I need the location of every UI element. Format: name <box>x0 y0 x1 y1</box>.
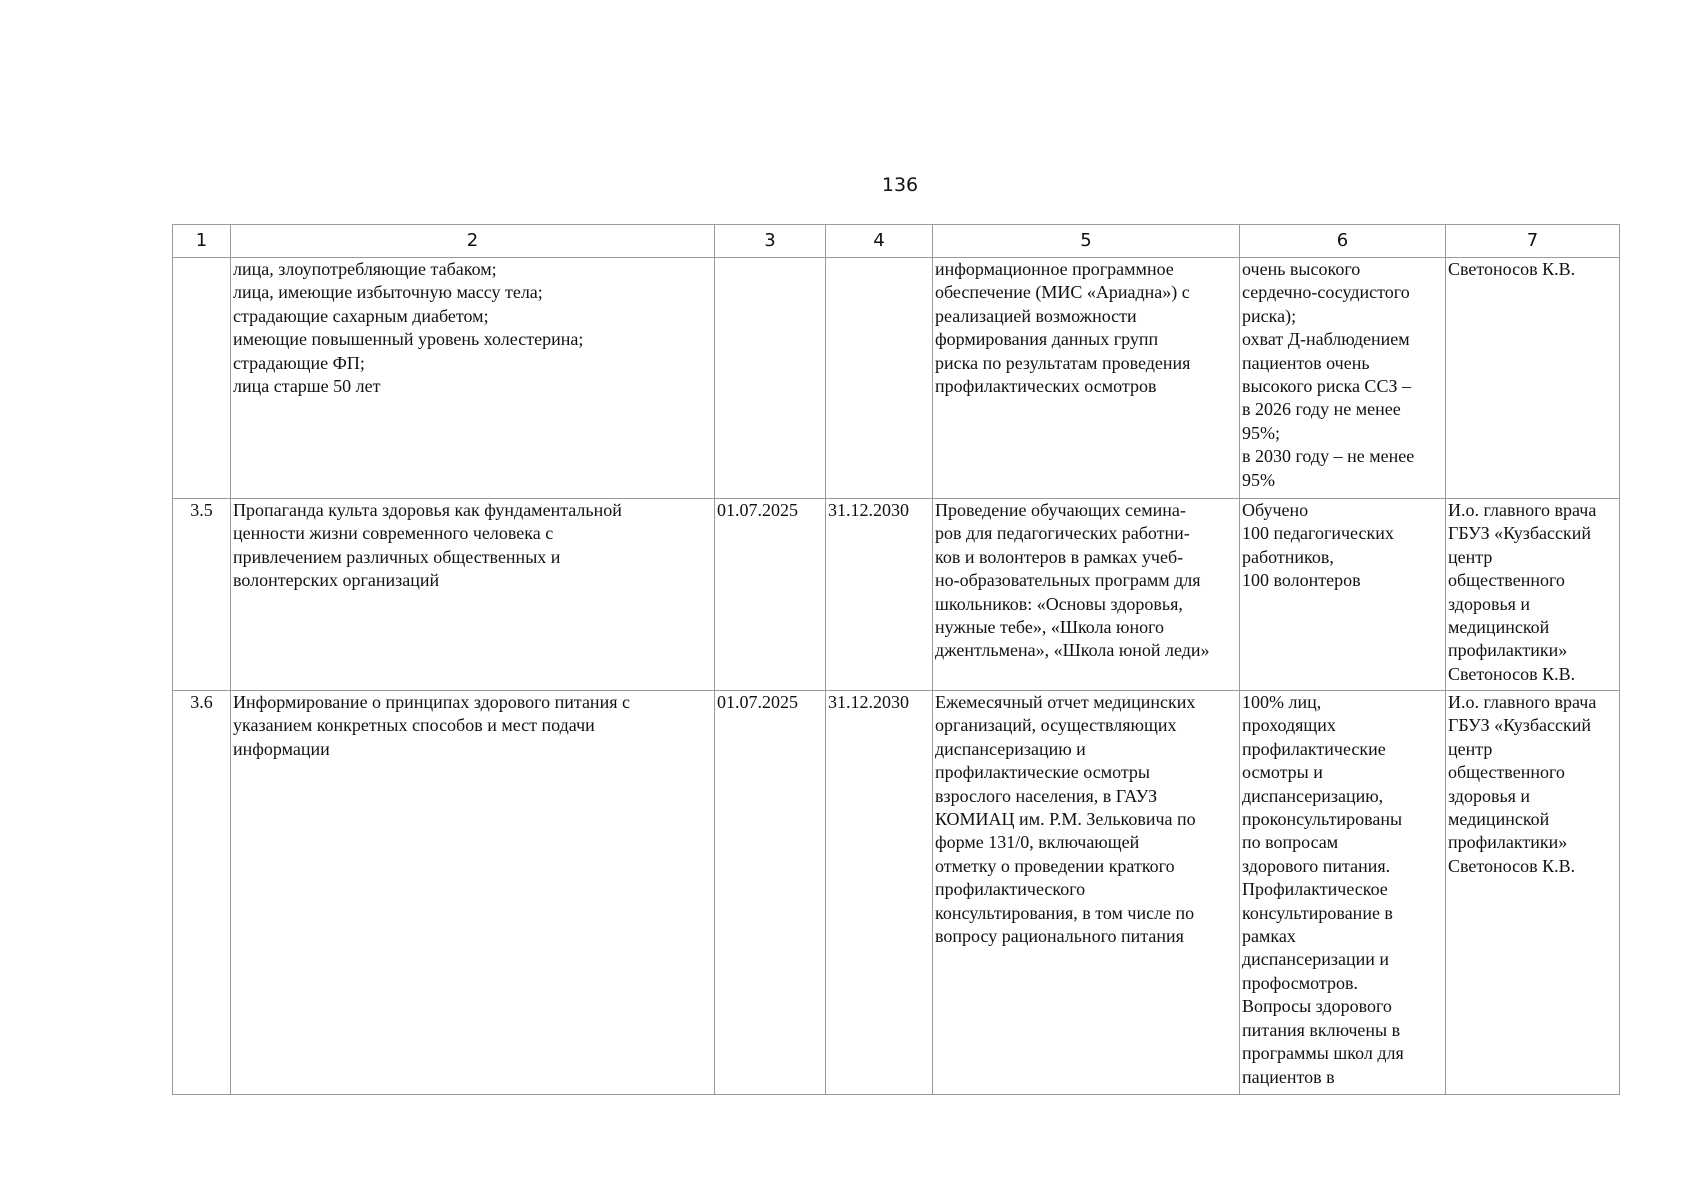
end-date-cell <box>826 258 933 499</box>
result-line: реализацией возможности <box>935 305 1137 326</box>
result-line: Ежемесячный отчет медицинских <box>935 692 1196 712</box>
responsible-line: Светоносов К.В. <box>1448 259 1576 279</box>
indicator-line: 95%; <box>1242 422 1280 443</box>
indicator-line: 100 волонтеров <box>1242 570 1361 591</box>
measure-line: лица, имеющие избыточную массу тела; <box>233 282 543 303</box>
row-number <box>173 258 231 499</box>
indicator-line: программы школ для <box>1242 1043 1404 1064</box>
indicator-line: риска); <box>1242 305 1297 326</box>
start-date-cell: 01.07.2025 <box>715 691 826 1095</box>
result-line: риска по результатам проведения <box>935 352 1191 373</box>
indicator-cell <box>1240 258 1446 499</box>
result-line: профилактического <box>935 879 1086 900</box>
result-line: ков и волонтеров в рамках учеб- <box>935 546 1184 567</box>
table-row <box>173 691 1620 1095</box>
responsible-line: Светоносов К.В. <box>1448 855 1576 876</box>
measure-cell <box>231 258 715 499</box>
indicator-line: диспансеризации и <box>1242 949 1389 970</box>
indicator-line: Вопросы здорового <box>1242 996 1392 1017</box>
measure-line: волонтерских организаций <box>233 570 440 591</box>
responsible-cell <box>1446 258 1620 499</box>
result-line: школьников: «Основы здоровья, <box>935 593 1183 614</box>
measure-line: лица старше 50 лет <box>233 376 381 397</box>
measure-line: информации <box>233 738 330 759</box>
indicator-line: Профилактическое <box>1242 879 1388 900</box>
column-header-4: 4 <box>826 225 933 258</box>
indicator-line: осмотры и <box>1242 762 1323 783</box>
result-line: но-образовательных программ для <box>935 570 1201 591</box>
column-header-6: 6 <box>1240 225 1446 258</box>
result-line: профилактических осмотров <box>935 376 1157 397</box>
table-row <box>173 258 1620 499</box>
indicator-line: пациентов в <box>1242 1066 1335 1087</box>
indicator-line: сердечно-сосудистого <box>1242 282 1410 303</box>
row-number: 3.5 <box>173 499 231 691</box>
responsible-line: общественного <box>1448 570 1565 591</box>
result-line: обеспечение (МИС «Ариадна») с <box>935 282 1190 303</box>
measure-line: страдающие ФП; <box>233 352 365 373</box>
start-date-cell: 01.07.2025 <box>715 499 826 691</box>
responsible-line: медицинской <box>1448 617 1550 638</box>
measure-line: привлечением различных общественных и <box>233 546 561 567</box>
responsible-line: Светоносов К.В. <box>1448 663 1576 684</box>
result-line: отметку о проведении краткого <box>935 855 1175 876</box>
result-cell <box>933 258 1240 499</box>
indicator-cell <box>1240 499 1446 691</box>
column-header-2: 2 <box>231 225 715 258</box>
measure-cell <box>231 691 715 1095</box>
end-date-cell: 31.12.2030 <box>826 499 933 691</box>
responsible-cell <box>1446 691 1620 1095</box>
end-date-cell: 31.12.2030 <box>826 691 933 1095</box>
responsible-line: ГБУЗ «Кузбасский <box>1448 523 1592 544</box>
indicator-line: по вопросам <box>1242 832 1339 853</box>
responsible-cell <box>1446 499 1620 691</box>
plan-table <box>172 224 1620 1095</box>
measure-line: имеющие повышенный уровень холестерина; <box>233 329 584 350</box>
responsible-line: общественного <box>1448 762 1565 783</box>
measure-line: Пропаганда культа здоровья как фундаментальной <box>233 500 622 520</box>
measure-line: лица, злоупотребляющие табаком; <box>233 259 497 279</box>
indicator-line: профосмотров. <box>1242 972 1358 993</box>
indicator-line: работников, <box>1242 546 1334 567</box>
indicator-line: в 2030 году – не менее <box>1242 446 1415 467</box>
indicator-line: питания включены в <box>1242 1019 1401 1040</box>
responsible-line: здоровья и <box>1448 785 1531 806</box>
result-line: форме 131/0, включающей <box>935 832 1140 853</box>
indicator-line: в 2026 году не менее <box>1242 399 1401 420</box>
indicator-line: рамках <box>1242 926 1296 947</box>
row-number: 3.6 <box>173 691 231 1095</box>
result-line: организаций, осуществляющих <box>935 715 1177 736</box>
indicator-line: высокого риска ССЗ – <box>1242 376 1411 397</box>
indicator-line: 100% лиц, <box>1242 692 1322 712</box>
table-header-row <box>173 225 1620 258</box>
result-line: ров для педагогических работни- <box>935 523 1190 544</box>
responsible-line: И.о. главного врача <box>1448 692 1597 712</box>
start-date-cell <box>715 258 826 499</box>
column-header-7: 7 <box>1446 225 1620 258</box>
column-header-5: 5 <box>933 225 1240 258</box>
responsible-line: центр <box>1448 738 1493 759</box>
indicator-line: проходящих <box>1242 715 1336 736</box>
result-line: взрослого населения, в ГАУЗ <box>935 785 1158 806</box>
column-header-3: 3 <box>715 225 826 258</box>
result-line: нужные тебе», «Школа юного <box>935 617 1165 638</box>
measure-line: Информирование о принципах здорового питания с <box>233 692 630 712</box>
responsible-line: здоровья и <box>1448 593 1531 614</box>
result-line: диспансеризацию и <box>935 738 1086 759</box>
indicator-line: профилактические <box>1242 738 1386 759</box>
measure-line: страдающие сахарным диабетом; <box>233 305 489 326</box>
measure-line: ценности жизни современного человека с <box>233 523 554 544</box>
responsible-line: медицинской <box>1448 809 1550 830</box>
indicator-line: пациентов очень <box>1242 352 1370 373</box>
indicator-line: диспансеризацию, <box>1242 785 1384 806</box>
measure-cell <box>231 499 715 691</box>
result-line: консультирования, в том числе по <box>935 902 1195 923</box>
indicator-line: консультирование в <box>1242 902 1393 923</box>
indicator-line: проконсультированы <box>1242 809 1403 830</box>
responsible-line: центр <box>1448 546 1493 567</box>
indicator-line: 100 педагогических <box>1242 523 1394 544</box>
result-line: джентльмена», «Школа юной леди» <box>935 640 1210 661</box>
indicator-line: 95% <box>1242 469 1275 490</box>
result-cell <box>933 691 1240 1095</box>
responsible-line: ГБУЗ «Кузбасский <box>1448 715 1592 736</box>
result-line: формирования данных групп <box>935 329 1159 350</box>
result-line: информационное программное <box>935 259 1174 279</box>
indicator-line: Обучено <box>1242 500 1309 520</box>
result-line: вопросу рационального питания <box>935 926 1184 947</box>
measure-line: указанием конкретных способов и мест подачи <box>233 715 595 736</box>
indicator-line: охват Д-наблюдением <box>1242 329 1410 350</box>
result-line: Проведение обучающих семина- <box>935 500 1186 520</box>
result-cell <box>933 499 1240 691</box>
indicator-line: здорового питания. <box>1242 855 1391 876</box>
indicator-line: очень высокого <box>1242 259 1361 279</box>
table-row <box>173 499 1620 691</box>
result-line: КОМИАЦ им. Р.М. Зельковича по <box>935 809 1196 830</box>
result-line: профилактические осмотры <box>935 762 1151 783</box>
indicator-cell <box>1240 691 1446 1095</box>
responsible-line: И.о. главного врача <box>1448 500 1597 520</box>
responsible-line: профилактики» <box>1448 832 1568 853</box>
page-number: 136 <box>881 174 919 196</box>
column-header-1: 1 <box>173 225 231 258</box>
responsible-line: профилактики» <box>1448 640 1568 661</box>
